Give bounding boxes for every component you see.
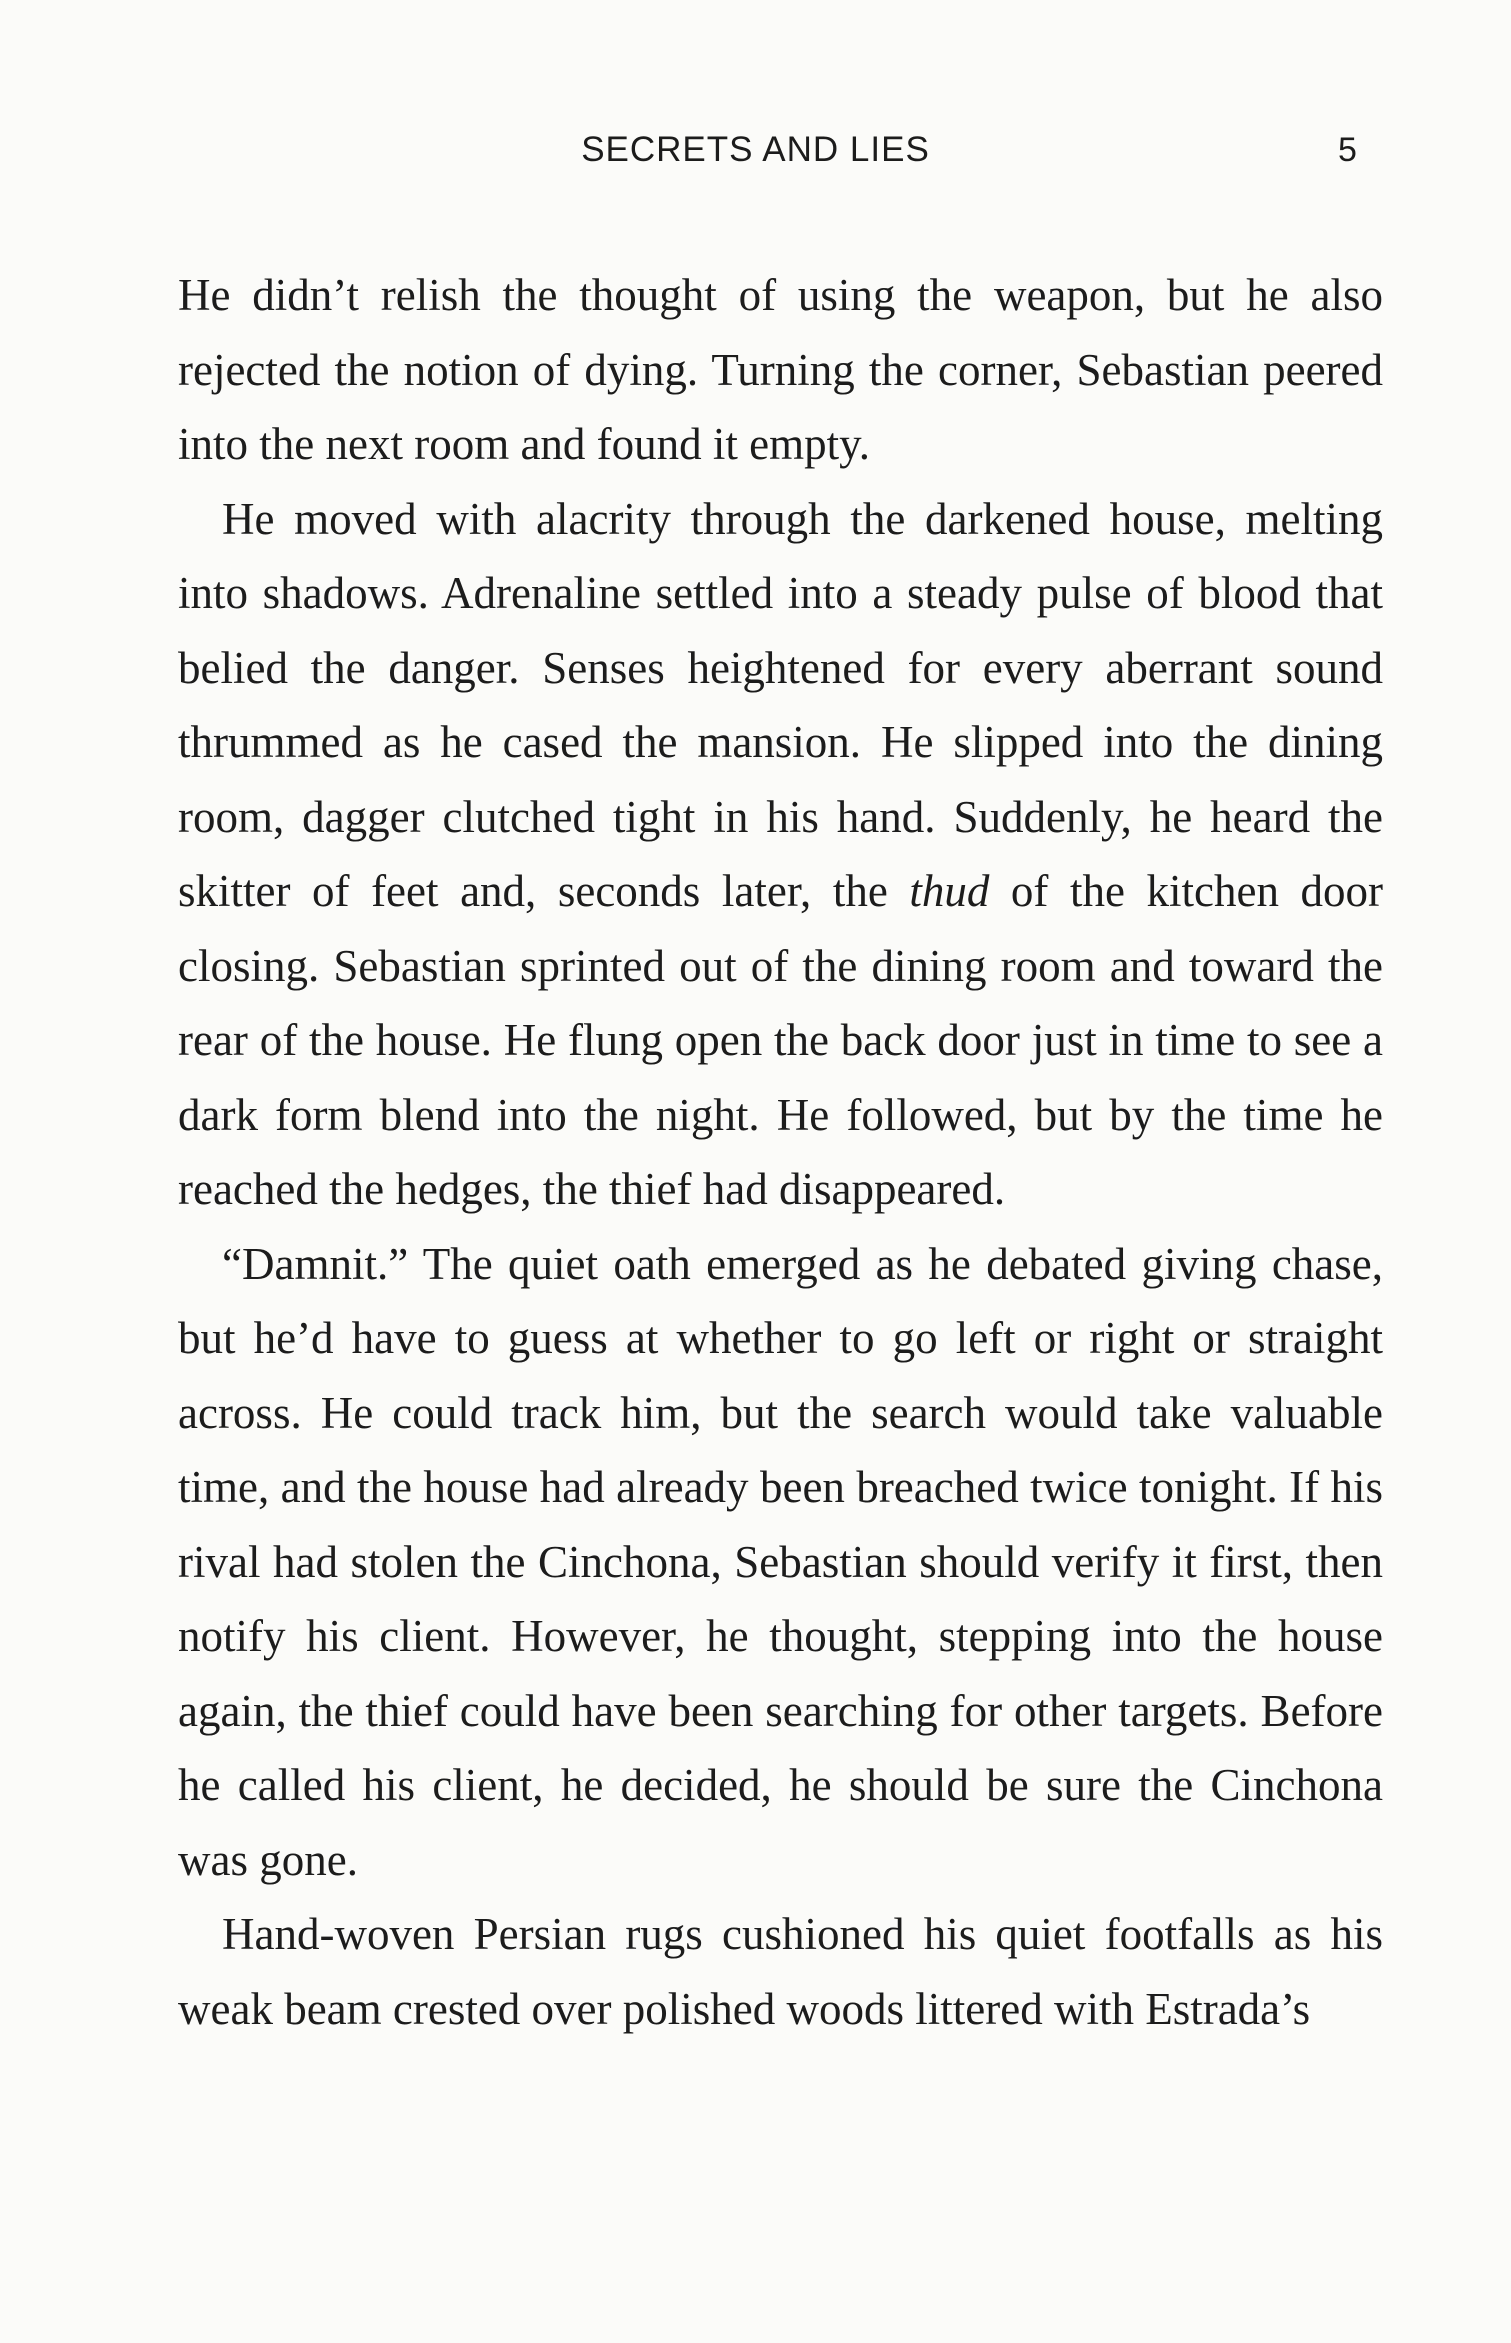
running-title: SECRETS AND LIES <box>581 130 930 169</box>
running-head <box>0 125 1511 175</box>
paragraph-2 <box>178 482 1383 1227</box>
page-number: 5 <box>1338 131 1357 169</box>
paragraph-3: “Damnit.” The quiet oath emerged as he debated giving chase, but he’d have to guess at whether to go left or right or straight across. He could track him, but the search would take valuable time, and the house had already been breached twice tonight. If his rival had stolen the Cinchona, Sebastian should verify it first, then notify his client. However, he thought, stepping into the house again, the thief could have been searching for other targets. Before he called his client, he decided, he should be sure the Cinchona was gone. <box>178 1238 1383 1885</box>
paragraph-4: Hand-woven Persian rugs cushioned his quiet footfalls as his weak beam crested over polished woods littered with Estrada’s <box>178 1909 1383 2034</box>
paragraph-2-part-2: of the kitchen door closing. Sebastian sprinted out of the dining room and toward the rear of the house. He flung open the back door just in time to see a dark form blend into the night. He followed, but by the time he reached the hedges, the thief had disappeared. <box>178 866 1383 1214</box>
paragraph-1: He didn’t relish the thought of using the weapon, but he also rejected the notion of dying. Turning the corner, Sebastian peered into the next room and found it empty. <box>178 270 1383 469</box>
body-text <box>178 258 1383 2046</box>
emphasized-word: thud <box>909 866 990 916</box>
paragraph-2-part-1: He moved with alacrity through the darkened house, melting into shadows. Adrenaline settled into a steady pulse of blood that belied the danger. Senses heightened for every aberrant sound thrummed as he cased the mansion. He slipped into the dining room, dagger clutched tight in his hand. Suddenly, he heard the skitter of feet and, seconds later, the <box>178 493 1383 916</box>
